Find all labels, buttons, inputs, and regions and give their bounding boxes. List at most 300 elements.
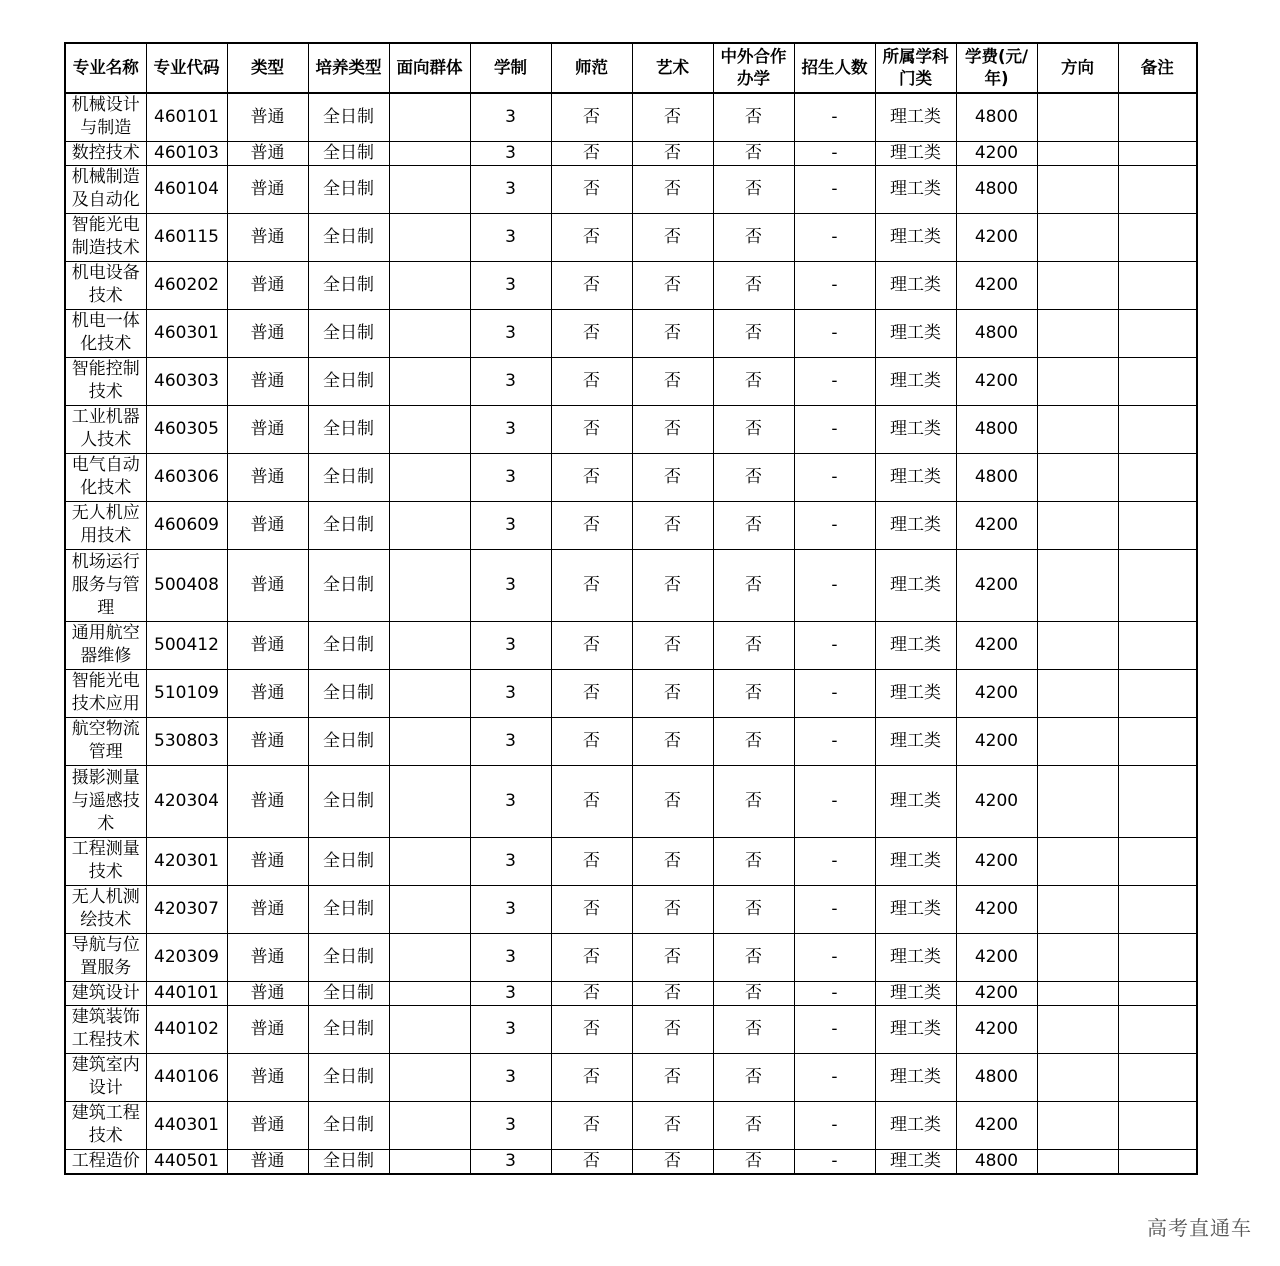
direction-cell xyxy=(1037,1005,1118,1053)
name-cell: 智能光电制造技术 xyxy=(65,213,146,261)
category-cell: 理工类 xyxy=(875,669,956,717)
category-cell: 理工类 xyxy=(875,501,956,549)
type-cell: 普通 xyxy=(227,357,308,405)
table-row xyxy=(65,93,1197,141)
name-cell: 航空物流管理 xyxy=(65,717,146,765)
quota-cell: - xyxy=(794,357,875,405)
code-cell: 420307 xyxy=(146,885,227,933)
mode-cell: 全日制 xyxy=(308,669,389,717)
quota-cell: - xyxy=(794,885,875,933)
header-cell: 专业名称 xyxy=(65,43,146,93)
category-cell: 理工类 xyxy=(875,1149,956,1174)
table-row xyxy=(65,1005,1197,1053)
name-cell: 智能控制技术 xyxy=(65,357,146,405)
normal-cell: 否 xyxy=(551,141,632,165)
quota-cell: - xyxy=(794,933,875,981)
mode-cell: 全日制 xyxy=(308,885,389,933)
type-cell: 普通 xyxy=(227,621,308,669)
name-cell: 机场运行服务与管理 xyxy=(65,549,146,621)
direction-cell xyxy=(1037,453,1118,501)
remark-cell xyxy=(1118,981,1197,1005)
fee-cell: 4800 xyxy=(956,93,1037,141)
category-cell: 理工类 xyxy=(875,357,956,405)
code-cell: 440102 xyxy=(146,1005,227,1053)
code-cell: 500408 xyxy=(146,549,227,621)
code-cell: 440301 xyxy=(146,1101,227,1149)
mode-cell: 全日制 xyxy=(308,1005,389,1053)
group-cell xyxy=(389,357,470,405)
fee-cell: 4800 xyxy=(956,1149,1037,1174)
mode-cell: 全日制 xyxy=(308,213,389,261)
remark-cell xyxy=(1118,1005,1197,1053)
direction-cell xyxy=(1037,93,1118,141)
mode-cell: 全日制 xyxy=(308,165,389,213)
fee-cell: 4200 xyxy=(956,213,1037,261)
quota-cell: - xyxy=(794,669,875,717)
quota-cell: - xyxy=(794,309,875,357)
fee-cell: 4800 xyxy=(956,1053,1037,1101)
quota-cell: - xyxy=(794,1149,875,1174)
mode-cell: 全日制 xyxy=(308,837,389,885)
normal-cell: 否 xyxy=(551,453,632,501)
mode-cell: 全日制 xyxy=(308,405,389,453)
mode-cell: 全日制 xyxy=(308,309,389,357)
mode-cell: 全日制 xyxy=(308,1101,389,1149)
quota-cell: - xyxy=(794,405,875,453)
direction-cell xyxy=(1037,309,1118,357)
type-cell: 普通 xyxy=(227,885,308,933)
group-cell xyxy=(389,165,470,213)
quota-cell: - xyxy=(794,837,875,885)
header-cell: 招生人数 xyxy=(794,43,875,93)
group-cell xyxy=(389,93,470,141)
art-cell: 否 xyxy=(632,1149,713,1174)
table-row xyxy=(65,1101,1197,1149)
direction-cell xyxy=(1037,621,1118,669)
group-cell xyxy=(389,933,470,981)
type-cell: 普通 xyxy=(227,213,308,261)
coop-cell: 否 xyxy=(713,141,794,165)
remark-cell xyxy=(1118,885,1197,933)
remark-cell xyxy=(1118,453,1197,501)
quota-cell: - xyxy=(794,621,875,669)
type-cell: 普通 xyxy=(227,261,308,309)
type-cell: 普通 xyxy=(227,981,308,1005)
normal-cell: 否 xyxy=(551,837,632,885)
header-cell: 学费(元/年) xyxy=(956,43,1037,93)
type-cell: 普通 xyxy=(227,501,308,549)
fee-cell: 4200 xyxy=(956,933,1037,981)
remark-cell xyxy=(1118,1149,1197,1174)
normal-cell: 否 xyxy=(551,405,632,453)
table-row xyxy=(65,549,1197,621)
art-cell: 否 xyxy=(632,837,713,885)
normal-cell: 否 xyxy=(551,93,632,141)
table-body xyxy=(65,93,1197,1174)
art-cell: 否 xyxy=(632,213,713,261)
direction-cell xyxy=(1037,981,1118,1005)
normal-cell: 否 xyxy=(551,933,632,981)
coop-cell: 否 xyxy=(713,669,794,717)
direction-cell xyxy=(1037,405,1118,453)
years-cell: 3 xyxy=(470,933,551,981)
type-cell: 普通 xyxy=(227,141,308,165)
name-cell: 导航与位置服务 xyxy=(65,933,146,981)
header-cell: 类型 xyxy=(227,43,308,93)
art-cell: 否 xyxy=(632,933,713,981)
normal-cell: 否 xyxy=(551,357,632,405)
coop-cell: 否 xyxy=(713,1101,794,1149)
art-cell: 否 xyxy=(632,765,713,837)
code-cell: 420309 xyxy=(146,933,227,981)
art-cell: 否 xyxy=(632,1005,713,1053)
remark-cell xyxy=(1118,405,1197,453)
category-cell: 理工类 xyxy=(875,453,956,501)
name-cell: 数控技术 xyxy=(65,141,146,165)
direction-cell xyxy=(1037,837,1118,885)
art-cell: 否 xyxy=(632,549,713,621)
code-cell: 460103 xyxy=(146,141,227,165)
coop-cell: 否 xyxy=(713,621,794,669)
group-cell xyxy=(389,1053,470,1101)
mode-cell: 全日制 xyxy=(308,621,389,669)
art-cell: 否 xyxy=(632,165,713,213)
name-cell: 机电设备技术 xyxy=(65,261,146,309)
art-cell: 否 xyxy=(632,981,713,1005)
coop-cell: 否 xyxy=(713,1005,794,1053)
fee-cell: 4200 xyxy=(956,141,1037,165)
direction-cell xyxy=(1037,213,1118,261)
art-cell: 否 xyxy=(632,1101,713,1149)
coop-cell: 否 xyxy=(713,1149,794,1174)
code-cell: 460305 xyxy=(146,405,227,453)
table-row xyxy=(65,1053,1197,1101)
coop-cell: 否 xyxy=(713,309,794,357)
normal-cell: 否 xyxy=(551,165,632,213)
type-cell: 普通 xyxy=(227,1053,308,1101)
table-row xyxy=(65,501,1197,549)
years-cell: 3 xyxy=(470,357,551,405)
quota-cell: - xyxy=(794,1101,875,1149)
table-row xyxy=(65,261,1197,309)
coop-cell: 否 xyxy=(713,93,794,141)
type-cell: 普通 xyxy=(227,717,308,765)
type-cell: 普通 xyxy=(227,1101,308,1149)
code-cell: 460115 xyxy=(146,213,227,261)
table-row xyxy=(65,165,1197,213)
category-cell: 理工类 xyxy=(875,1053,956,1101)
fee-cell: 4200 xyxy=(956,1005,1037,1053)
direction-cell xyxy=(1037,1053,1118,1101)
quota-cell: - xyxy=(794,981,875,1005)
remark-cell xyxy=(1118,213,1197,261)
code-cell: 460609 xyxy=(146,501,227,549)
table-header xyxy=(65,43,1197,93)
code-cell: 530803 xyxy=(146,717,227,765)
header-cell: 面向群体 xyxy=(389,43,470,93)
category-cell: 理工类 xyxy=(875,141,956,165)
direction-cell xyxy=(1037,765,1118,837)
type-cell: 普通 xyxy=(227,405,308,453)
mode-cell: 全日制 xyxy=(308,981,389,1005)
mode-cell: 全日制 xyxy=(308,357,389,405)
category-cell: 理工类 xyxy=(875,309,956,357)
name-cell: 机电一体化技术 xyxy=(65,309,146,357)
category-cell: 理工类 xyxy=(875,717,956,765)
header-cell: 学制 xyxy=(470,43,551,93)
group-cell xyxy=(389,1005,470,1053)
category-cell: 理工类 xyxy=(875,837,956,885)
table-row xyxy=(65,453,1197,501)
normal-cell: 否 xyxy=(551,1005,632,1053)
remark-cell xyxy=(1118,1101,1197,1149)
table-row xyxy=(65,885,1197,933)
years-cell: 3 xyxy=(470,1149,551,1174)
category-cell: 理工类 xyxy=(875,621,956,669)
group-cell xyxy=(389,765,470,837)
type-cell: 普通 xyxy=(227,165,308,213)
category-cell: 理工类 xyxy=(875,885,956,933)
quota-cell: - xyxy=(794,141,875,165)
art-cell: 否 xyxy=(632,885,713,933)
coop-cell: 否 xyxy=(713,837,794,885)
fee-cell: 4200 xyxy=(956,837,1037,885)
remark-cell xyxy=(1118,669,1197,717)
group-cell xyxy=(389,621,470,669)
coop-cell: 否 xyxy=(713,981,794,1005)
table-row xyxy=(65,933,1197,981)
code-cell: 460104 xyxy=(146,165,227,213)
name-cell: 建筑工程技术 xyxy=(65,1101,146,1149)
name-cell: 工业机器人技术 xyxy=(65,405,146,453)
group-cell xyxy=(389,141,470,165)
coop-cell: 否 xyxy=(713,165,794,213)
code-cell: 510109 xyxy=(146,669,227,717)
art-cell: 否 xyxy=(632,405,713,453)
normal-cell: 否 xyxy=(551,621,632,669)
fee-cell: 4200 xyxy=(956,669,1037,717)
coop-cell: 否 xyxy=(713,765,794,837)
table-row xyxy=(65,717,1197,765)
normal-cell: 否 xyxy=(551,717,632,765)
name-cell: 建筑装饰工程技术 xyxy=(65,1005,146,1053)
years-cell: 3 xyxy=(470,1101,551,1149)
table-row xyxy=(65,1149,1197,1174)
quota-cell: - xyxy=(794,717,875,765)
quota-cell: - xyxy=(794,93,875,141)
name-cell: 机械设计与制造 xyxy=(65,93,146,141)
header-cell: 备注 xyxy=(1118,43,1197,93)
mode-cell: 全日制 xyxy=(308,501,389,549)
coop-cell: 否 xyxy=(713,261,794,309)
direction-cell xyxy=(1037,717,1118,765)
group-cell xyxy=(389,717,470,765)
years-cell: 3 xyxy=(470,261,551,309)
type-cell: 普通 xyxy=(227,1149,308,1174)
quota-cell: - xyxy=(794,261,875,309)
years-cell: 3 xyxy=(470,885,551,933)
table-row xyxy=(65,213,1197,261)
name-cell: 工程测量技术 xyxy=(65,837,146,885)
years-cell: 3 xyxy=(470,93,551,141)
remark-cell xyxy=(1118,501,1197,549)
mode-cell: 全日制 xyxy=(308,141,389,165)
name-cell: 无人机应用技术 xyxy=(65,501,146,549)
quota-cell: - xyxy=(794,453,875,501)
art-cell: 否 xyxy=(632,357,713,405)
fee-cell: 4200 xyxy=(956,261,1037,309)
category-cell: 理工类 xyxy=(875,1005,956,1053)
table-row xyxy=(65,309,1197,357)
mode-cell: 全日制 xyxy=(308,717,389,765)
normal-cell: 否 xyxy=(551,1101,632,1149)
normal-cell: 否 xyxy=(551,549,632,621)
quota-cell: - xyxy=(794,213,875,261)
header-cell: 专业代码 xyxy=(146,43,227,93)
art-cell: 否 xyxy=(632,621,713,669)
normal-cell: 否 xyxy=(551,1053,632,1101)
remark-cell xyxy=(1118,837,1197,885)
mode-cell: 全日制 xyxy=(308,549,389,621)
direction-cell xyxy=(1037,549,1118,621)
code-cell: 500412 xyxy=(146,621,227,669)
category-cell: 理工类 xyxy=(875,549,956,621)
years-cell: 3 xyxy=(470,1005,551,1053)
coop-cell: 否 xyxy=(713,213,794,261)
direction-cell xyxy=(1037,165,1118,213)
name-cell: 建筑设计 xyxy=(65,981,146,1005)
code-cell: 420301 xyxy=(146,837,227,885)
group-cell xyxy=(389,309,470,357)
type-cell: 普通 xyxy=(227,93,308,141)
mode-cell: 全日制 xyxy=(308,765,389,837)
years-cell: 3 xyxy=(470,981,551,1005)
years-cell: 3 xyxy=(470,213,551,261)
fee-cell: 4200 xyxy=(956,357,1037,405)
remark-cell xyxy=(1118,261,1197,309)
art-cell: 否 xyxy=(632,93,713,141)
fee-cell: 4800 xyxy=(956,405,1037,453)
code-cell: 440501 xyxy=(146,1149,227,1174)
header-cell: 方向 xyxy=(1037,43,1118,93)
header-cell: 培养类型 xyxy=(308,43,389,93)
fee-cell: 4200 xyxy=(956,885,1037,933)
type-cell: 普通 xyxy=(227,933,308,981)
normal-cell: 否 xyxy=(551,501,632,549)
years-cell: 3 xyxy=(470,141,551,165)
category-cell: 理工类 xyxy=(875,1101,956,1149)
header-cell: 所属学科门类 xyxy=(875,43,956,93)
fee-cell: 4200 xyxy=(956,717,1037,765)
remark-cell xyxy=(1118,549,1197,621)
name-cell: 机械制造及自动化 xyxy=(65,165,146,213)
direction-cell xyxy=(1037,1101,1118,1149)
type-cell: 普通 xyxy=(227,453,308,501)
art-cell: 否 xyxy=(632,1053,713,1101)
art-cell: 否 xyxy=(632,141,713,165)
category-cell: 理工类 xyxy=(875,165,956,213)
remark-cell xyxy=(1118,309,1197,357)
code-cell: 460306 xyxy=(146,453,227,501)
art-cell: 否 xyxy=(632,309,713,357)
coop-cell: 否 xyxy=(713,501,794,549)
years-cell: 3 xyxy=(470,765,551,837)
direction-cell xyxy=(1037,261,1118,309)
fee-cell: 4200 xyxy=(956,981,1037,1005)
quota-cell: - xyxy=(794,549,875,621)
mode-cell: 全日制 xyxy=(308,261,389,309)
art-cell: 否 xyxy=(632,717,713,765)
group-cell xyxy=(389,213,470,261)
art-cell: 否 xyxy=(632,501,713,549)
fee-cell: 4200 xyxy=(956,621,1037,669)
mode-cell: 全日制 xyxy=(308,933,389,981)
type-cell: 普通 xyxy=(227,309,308,357)
code-cell: 460301 xyxy=(146,309,227,357)
remark-cell xyxy=(1118,621,1197,669)
type-cell: 普通 xyxy=(227,1005,308,1053)
coop-cell: 否 xyxy=(713,885,794,933)
mode-cell: 全日制 xyxy=(308,93,389,141)
name-cell: 无人机测绘技术 xyxy=(65,885,146,933)
category-cell: 理工类 xyxy=(875,981,956,1005)
years-cell: 3 xyxy=(470,1053,551,1101)
quota-cell: - xyxy=(794,165,875,213)
coop-cell: 否 xyxy=(713,933,794,981)
remark-cell xyxy=(1118,357,1197,405)
fee-cell: 4800 xyxy=(956,165,1037,213)
group-cell xyxy=(389,885,470,933)
direction-cell xyxy=(1037,1149,1118,1174)
normal-cell: 否 xyxy=(551,669,632,717)
normal-cell: 否 xyxy=(551,981,632,1005)
art-cell: 否 xyxy=(632,669,713,717)
fee-cell: 4800 xyxy=(956,309,1037,357)
quota-cell: - xyxy=(794,1005,875,1053)
years-cell: 3 xyxy=(470,837,551,885)
type-cell: 普通 xyxy=(227,837,308,885)
group-cell xyxy=(389,501,470,549)
group-cell xyxy=(389,669,470,717)
name-cell: 通用航空器维修 xyxy=(65,621,146,669)
category-cell: 理工类 xyxy=(875,93,956,141)
program-table xyxy=(64,42,1198,1175)
table-row xyxy=(65,765,1197,837)
direction-cell xyxy=(1037,357,1118,405)
group-cell xyxy=(389,549,470,621)
code-cell: 440101 xyxy=(146,981,227,1005)
header-row xyxy=(65,43,1197,93)
normal-cell: 否 xyxy=(551,765,632,837)
art-cell: 否 xyxy=(632,261,713,309)
code-cell: 460101 xyxy=(146,93,227,141)
quota-cell: - xyxy=(794,1053,875,1101)
direction-cell xyxy=(1037,933,1118,981)
remark-cell xyxy=(1118,765,1197,837)
code-cell: 420304 xyxy=(146,765,227,837)
category-cell: 理工类 xyxy=(875,405,956,453)
direction-cell xyxy=(1037,141,1118,165)
fee-cell: 4200 xyxy=(956,501,1037,549)
table-row xyxy=(65,405,1197,453)
remark-cell xyxy=(1118,93,1197,141)
normal-cell: 否 xyxy=(551,885,632,933)
table-row xyxy=(65,981,1197,1005)
name-cell: 智能光电技术应用 xyxy=(65,669,146,717)
type-cell: 普通 xyxy=(227,669,308,717)
remark-cell xyxy=(1118,933,1197,981)
name-cell: 摄影测量与遥感技术 xyxy=(65,765,146,837)
